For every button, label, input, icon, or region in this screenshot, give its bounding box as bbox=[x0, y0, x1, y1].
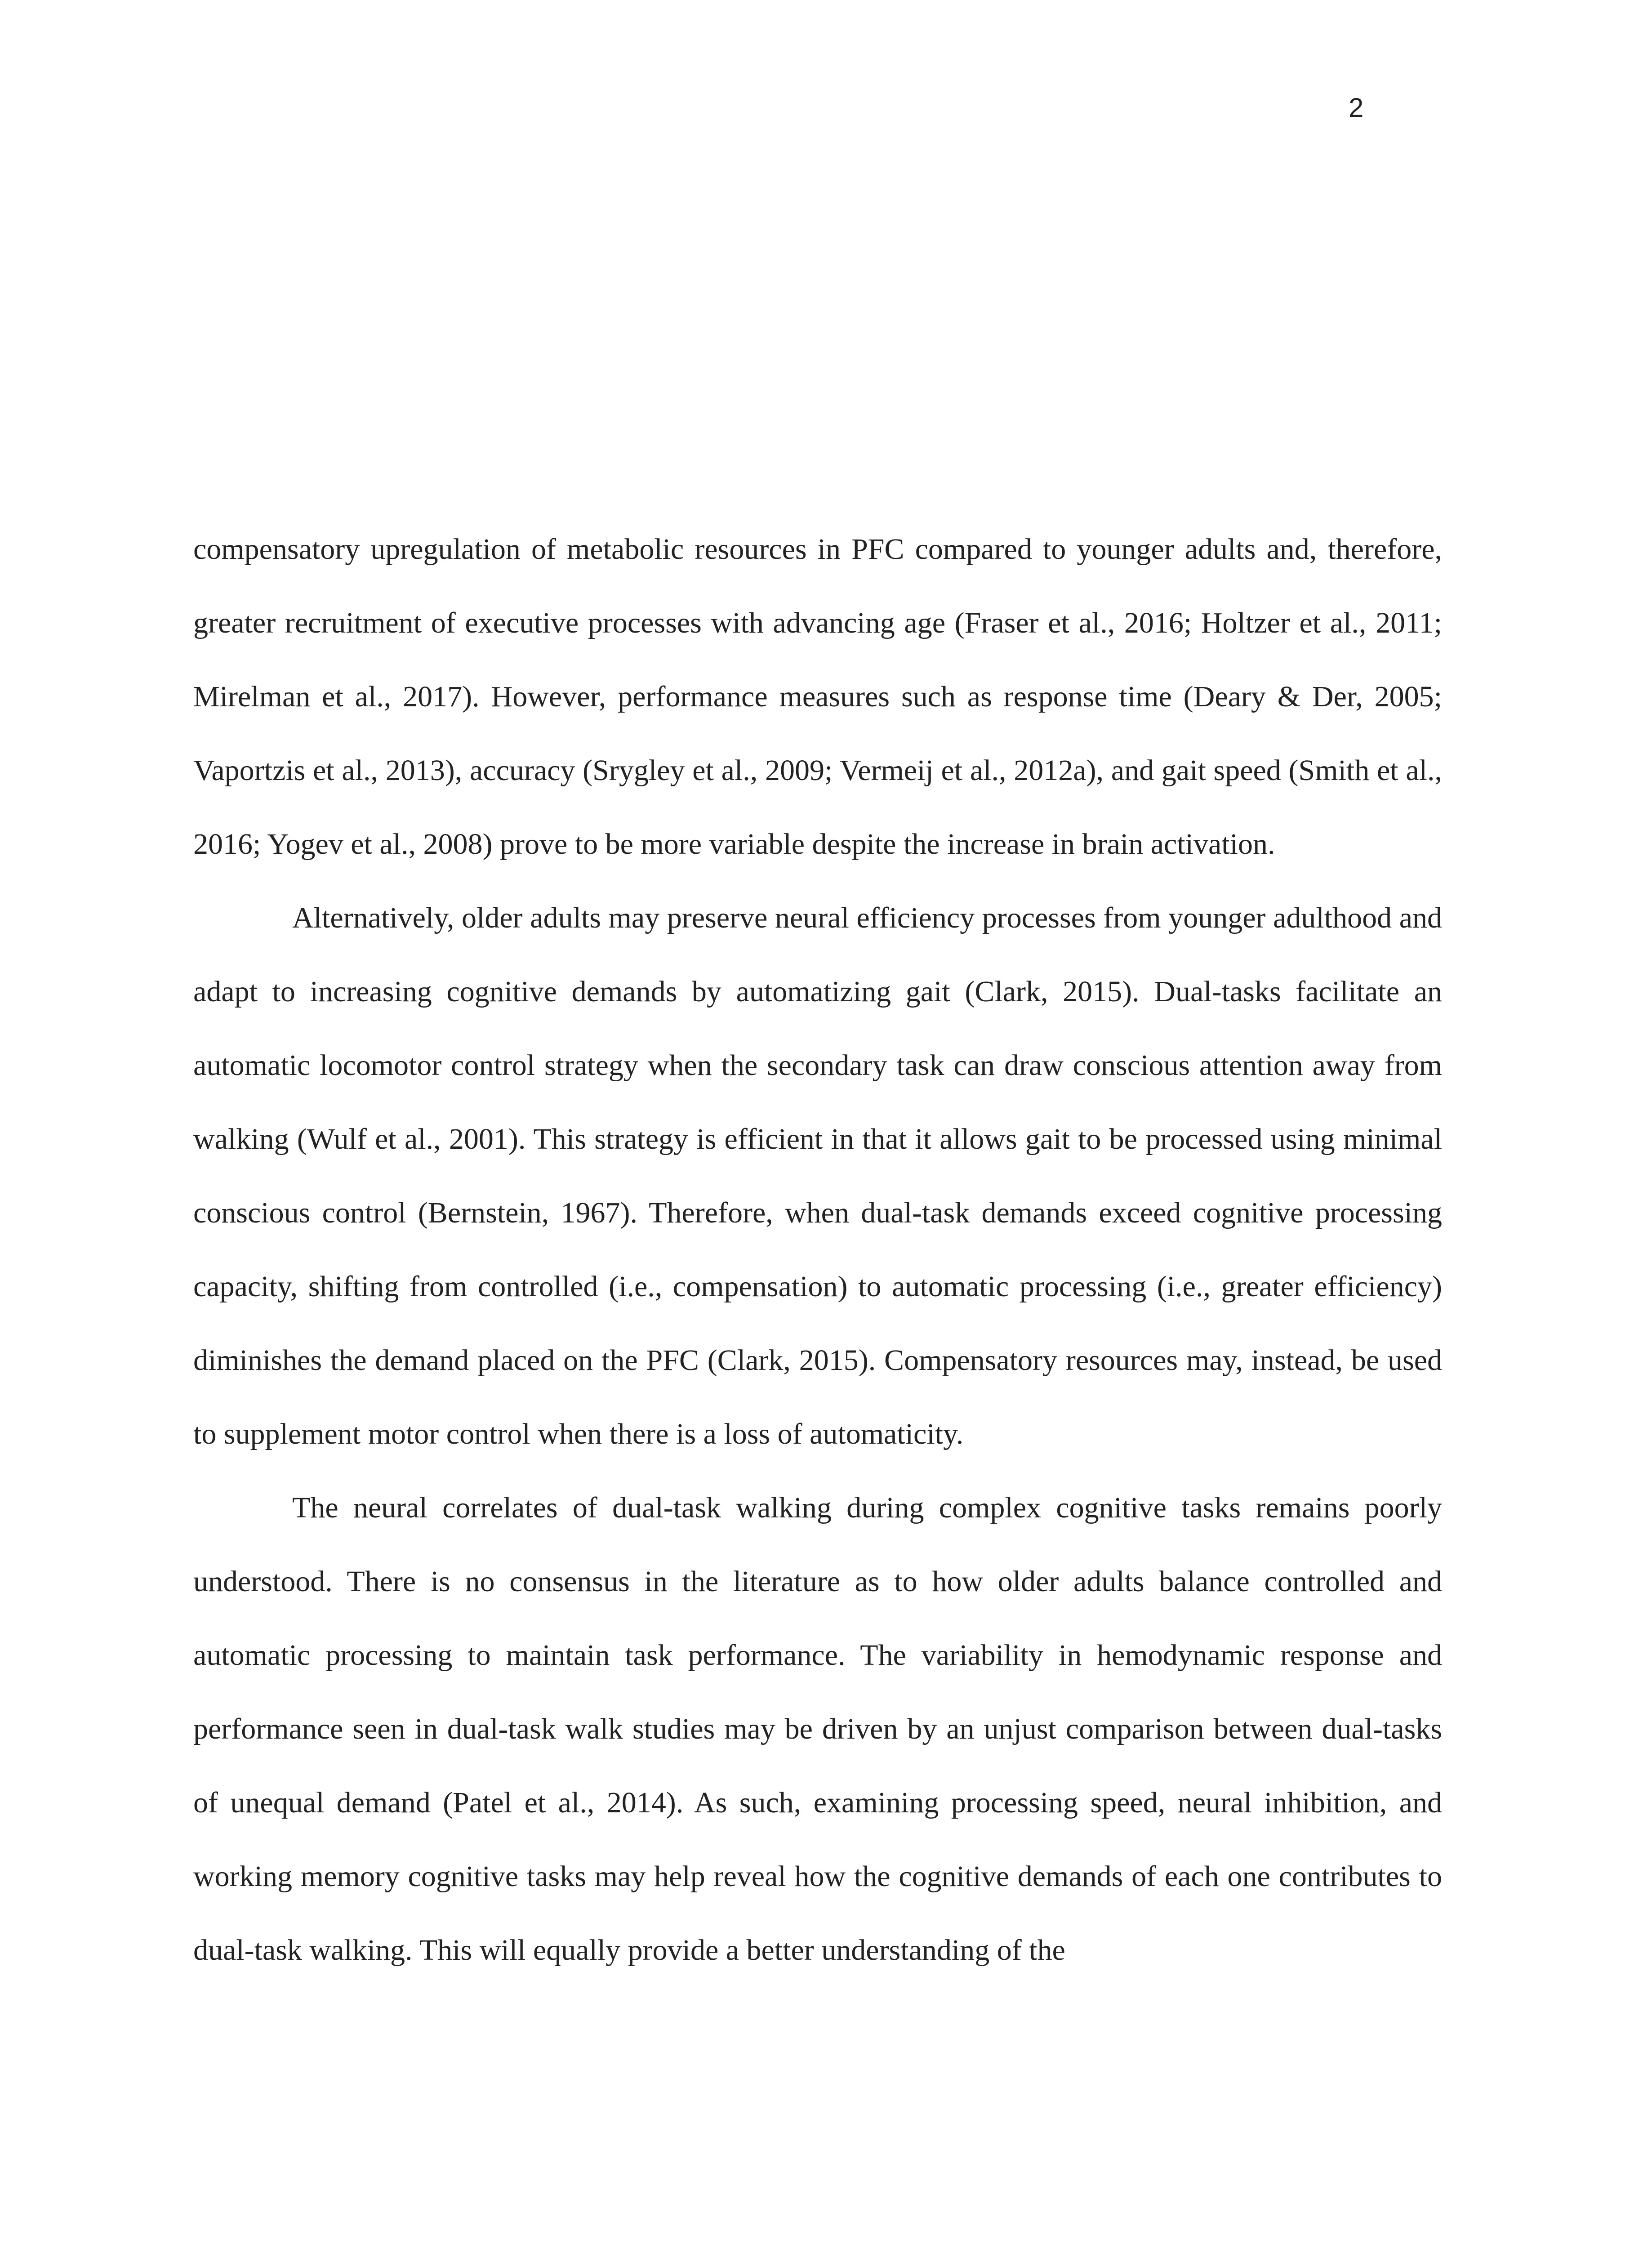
page-number: 2 bbox=[1349, 93, 1364, 123]
paragraph-2: Alternatively, older adults may preserve neural efficiency processes from younger adulthood and adapt to increasing cognitive demands by automatizing gait (Clark, 2015). Dual-tasks facilitate an automatic locomotor control strategy when the secondary task can draw conscious attention away from walking (Wulf et al., 2001). This strategy is efficient in that it allows gait to be processed using minimal conscious control (Bernstein, 1967). Therefore, when dual-task demands exceed cognitive processing capacity, shifting from controlled (i.e., compensation) to automatic processing (i.e., greater efficiency) diminishes the demand placed on the PFC (Clark, 2015). Compensatory resources may, instead, be used to supplement motor control when there is a loss of automaticity. bbox=[193, 901, 1442, 1450]
paragraph-3: The neural correlates of dual-task walking during complex cognitive tasks remains poorly understood. There is no consensus in the literature as to how older adults balance controlled and automatic processing to maintain task performance. The variability in hemodynamic response and performance seen in dual-task walk studies may be driven by an unjust comparison between dual-tasks of unequal demand (Patel et al., 2014). As such, examining processing speed, neural inhibition, and working memory cognitive tasks may help reveal how the cognitive demands of each one contributes to dual-task walking. This will equally provide a better understanding of the bbox=[193, 1491, 1442, 1967]
paragraph-1: compensatory upregulation of metabolic resources in PFC compared to younger adults and, therefore, greater recruitment of executive processes with advancing age (Fraser et al., 2016; Holtzer et al., 2011; Mirelman et al., 2017). However, performance measures such as response time (Deary & Der, 2005; Vaportzis et al., 2013), accuracy (Srygley et al., 2009; Vermeij et al., 2012a), and gait speed (Smith et al., 2016; Yogev et al., 2008) prove to be more variable despite the increase in brain activation. bbox=[193, 533, 1442, 861]
body-text bbox=[193, 513, 1442, 1987]
